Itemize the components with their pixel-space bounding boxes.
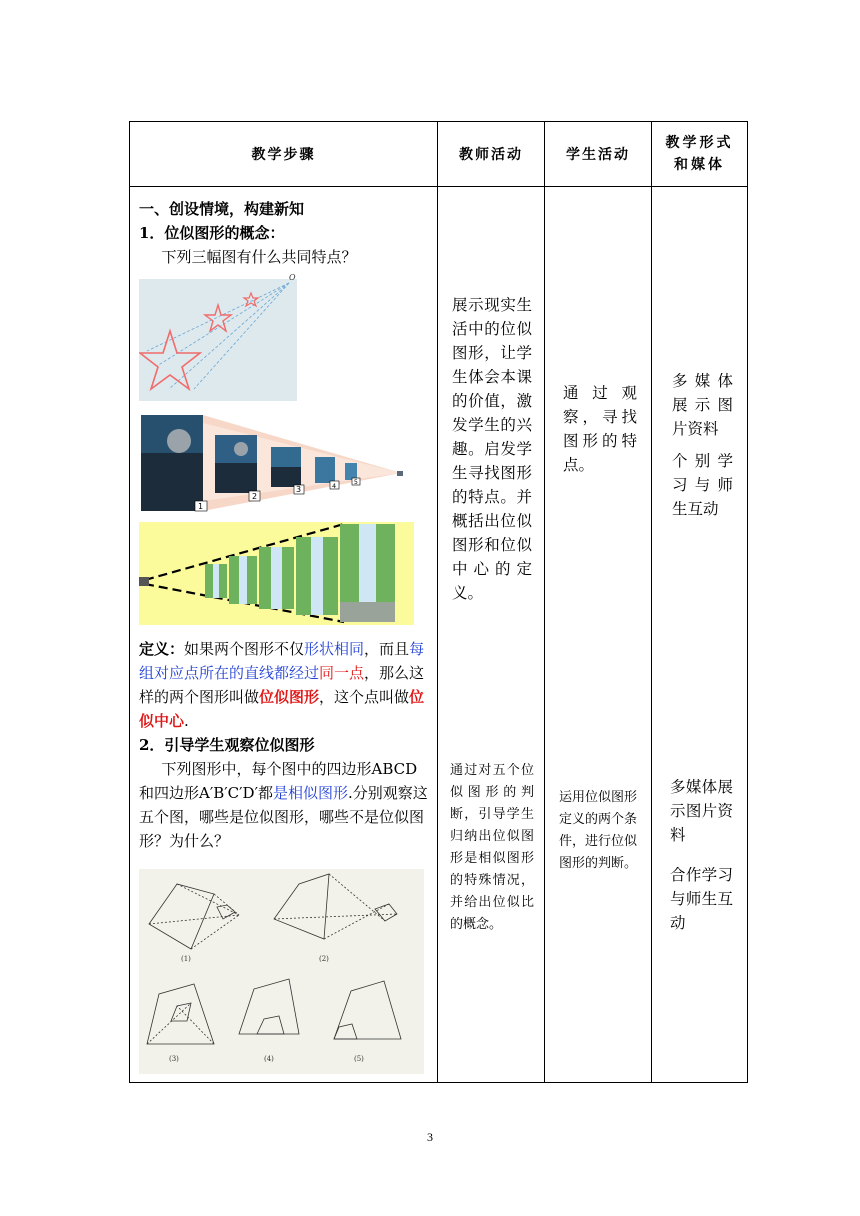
header-student: 学生活动	[545, 122, 652, 187]
media-block-1b: 个别学习与师生互动	[672, 452, 733, 518]
stars-figure	[139, 271, 299, 401]
waterfall-photos-figure	[139, 522, 414, 625]
header-steps: 教学步骤	[130, 122, 438, 187]
steps-cell	[130, 187, 438, 1083]
knight-photos-figure	[139, 413, 414, 516]
teacher-block-2: 通过对五个位似图形的判断，引导学生归纳出位似图形是相似图形的特殊情况，并给出位似比的概念。	[450, 763, 534, 932]
definition-paragraph: 定义：如果两个图形不仅形状相同，而且每组对应点所在的直线都经过同一点，那么这样的两个图形叫做位似图形，这个点叫做位似中心.	[139, 640, 425, 730]
media-block-1a: 多媒体展示图片资料	[672, 372, 733, 438]
teacher-block-1: 展示现实生活中的位似图形，让学生体会本课的价值，激发学生的兴趣。启发学生寻找图形的特点。并概括出位似图形和位似中心的定义。	[452, 296, 532, 602]
student-cell	[545, 187, 652, 1083]
svg-text:(3): (3)	[169, 1055, 179, 1063]
quadrilateral-figures	[139, 869, 424, 1074]
svg-text:(4): (4)	[264, 1055, 274, 1063]
header-teacher: 教师活动	[438, 122, 545, 187]
item2-title: 2．引导学生观察位似图形	[139, 736, 315, 754]
item1-title: 1．位似图形的概念：	[139, 224, 285, 242]
section-title: 一、创设情境，构建新知	[139, 200, 305, 218]
lesson-plan-table	[129, 121, 748, 1083]
svg-text:2: 2	[252, 492, 258, 501]
header-media: 教学形式 和媒体	[652, 122, 748, 187]
student-block-2: 运用位似图形定义的两个条件，进行位似图形的判断。	[559, 790, 638, 871]
svg-text:(1): (1)	[181, 955, 191, 963]
media-block-2a: 多媒体展示图片资料	[670, 778, 733, 844]
svg-text:O: O	[289, 273, 296, 282]
item1-question: 下列三幅图有什么共同特点？	[161, 248, 357, 266]
student-block-1: 通过观察，寻找图形的特点。	[563, 384, 637, 474]
svg-text:4: 4	[332, 482, 337, 490]
media-block-2b: 合作学习与师生互动	[670, 866, 733, 932]
svg-text:5: 5	[354, 479, 358, 486]
svg-text:(5): (5)	[354, 1055, 364, 1063]
media-cell	[652, 187, 748, 1083]
svg-text:(2): (2)	[319, 955, 329, 963]
svg-text:3: 3	[296, 485, 302, 494]
svg-text:1: 1	[198, 502, 204, 511]
item2-paragraph: 下列图形中，每个图中的四边形ABCD和四边形A′B′C′D′都是相似图形.分别观察这五个图，哪些是位似图形，哪些不是位似图形？为什么？	[139, 760, 428, 850]
teacher-cell	[438, 187, 545, 1083]
page-number: 3	[427, 1130, 433, 1144]
